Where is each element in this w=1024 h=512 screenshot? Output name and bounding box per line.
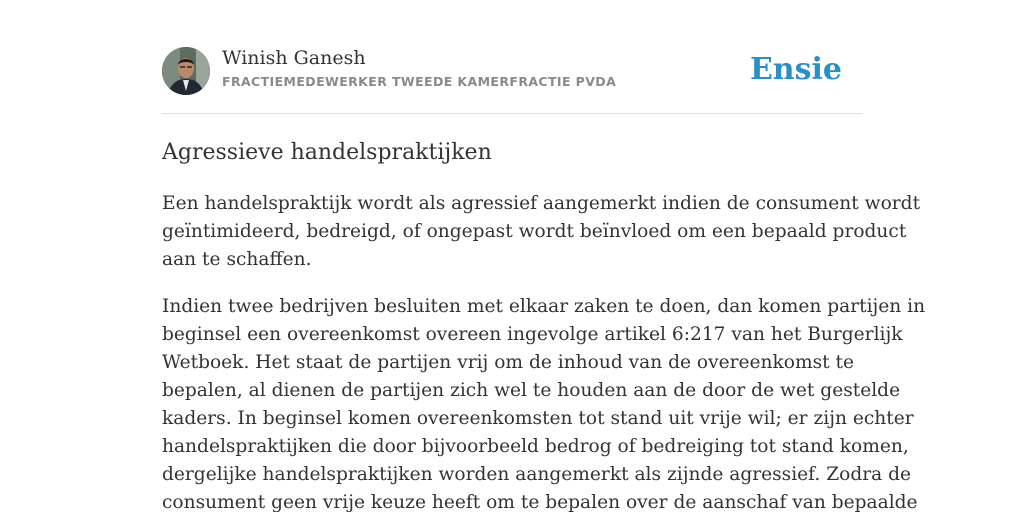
text-line: kaders. In beginsel komen overeenkomsten tot stand uit vrije wil; er zijn echter	[162, 408, 914, 429]
author-avatar[interactable]	[162, 47, 210, 95]
header-divider	[162, 113, 862, 114]
text-line: handelspraktijken die door bijvoorbeeld bedrog of bedreiging tot stand komen,	[162, 436, 909, 457]
author-role: FRACTIEMEDEWERKER TWEEDE KAMERFRACTIE PVDA	[222, 74, 617, 89]
text-line: Indien twee bedrijven besluiten met elkaar zaken te doen, dan komen partijen in	[162, 296, 926, 317]
article-paragraph-1	[162, 190, 921, 274]
article-title: Agressieve handelspraktijken	[162, 140, 492, 165]
text-line: beginsel een overeenkomst overeen ingevolge artikel 6:217 van het Burgerlijk	[162, 324, 903, 345]
author-header	[162, 46, 862, 96]
text-line: Een handelspraktijk wordt als agressief aangemerkt indien de consument wordt	[162, 193, 921, 214]
author-name[interactable]: Winish Ganesh	[222, 47, 366, 69]
text-line: Wetboek. Het staat de partijen vrij om de inhoud van de overeenkomst te	[162, 352, 854, 373]
text-line: bepalen, al dienen de partijen zich wel te houden aan de door de wet gestelde	[162, 380, 901, 401]
brand-logo[interactable]: Ensie	[749, 52, 842, 87]
avatar-photo	[162, 47, 210, 95]
text-line: dergelijke handelspraktijken worden aangemerkt als zijnde agressief. Zodra de	[162, 464, 912, 485]
text-line: consument geen vrije keuze heeft om te bepalen over de aanschaf van bepaalde	[162, 492, 918, 512]
article-paragraph-2	[162, 293, 926, 512]
text-line: aan te schaffen.	[162, 249, 312, 270]
article	[162, 139, 926, 512]
text-line: geïntimideerd, bedreigd, of ongepast wordt beïnvloed om een bepaald product	[162, 221, 907, 242]
